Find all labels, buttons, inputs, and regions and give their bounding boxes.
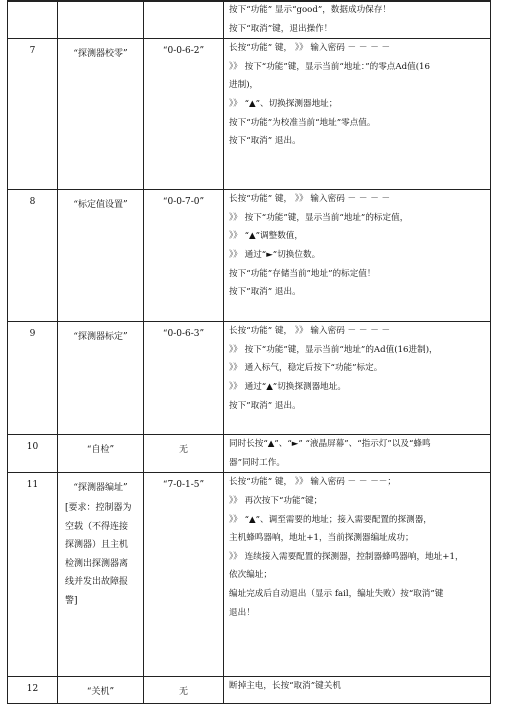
operation-steps (224, 435, 491, 473)
function-name: “探测器标定” (73, 332, 128, 343)
function-name-cell (58, 190, 144, 322)
step-line: 》》 按下“功能”键，显示当前“地址：”的零点Ad值(16 (229, 61, 430, 72)
step-line: 按下“功能”为校准当前“地址”零点值。 (229, 117, 376, 128)
step-line: 长按“功能” 键， 》》 输入密码 － － － － (229, 43, 391, 54)
password-code: 无 (144, 435, 224, 473)
step-line: 器”同时工作。 (229, 457, 285, 468)
requirement-note-line: 空载（不得连接 (65, 521, 129, 532)
table-row (8, 190, 491, 322)
function-name-cell (58, 435, 144, 473)
step-line: 按下”取消” 退出。 (229, 400, 301, 411)
function-name-cell (58, 677, 144, 704)
row-number: 9 (8, 322, 58, 435)
function-name: “探测器校零” (73, 49, 128, 60)
step-line: 退出！ (229, 607, 255, 618)
operation-steps (224, 677, 491, 704)
password-code: “0-0-6-3” (144, 322, 224, 435)
step-line: 》》 再次按下“功能”键； (229, 495, 323, 506)
function-name-cell (58, 473, 144, 677)
password-code: “0-0-7-0” (144, 190, 224, 322)
step-line: 》》 通入标气，稳定后按下“功能”标定。 (229, 363, 383, 374)
step-line: 》》 通过“▲”切换探测器地址。 (229, 381, 346, 392)
operation-steps (224, 473, 491, 677)
step-line: 》》 连续接入需要配置的探测器，控制器蜂鸣器响，地址+1， (229, 551, 464, 562)
password-code: “0-0-6-2” (144, 39, 224, 190)
step-line: 断掉主电，长按“取消”键关机 (229, 681, 341, 692)
step-line: 按下“功能” 显示“good”，数据成功保存！ (229, 5, 391, 15)
step-line: 编址完成后自动退出（显示 fail，编址失败）按“取消”键 (229, 588, 444, 599)
requirement-note (58, 499, 143, 611)
row-number: 11 (8, 473, 58, 677)
password-code: “7-0-1-5” (144, 473, 224, 677)
table-row (8, 677, 491, 704)
step-line: 》》 “▲”、调至需要的地址；接入需要配置的探测器， (229, 514, 432, 525)
row-number: 7 (8, 39, 58, 190)
function-name: “探测器编址” (73, 483, 128, 494)
function-name: “标定值设置” (73, 200, 128, 211)
operation-steps (224, 190, 491, 322)
table-row (8, 473, 491, 677)
step-line: 进制)， (229, 80, 259, 91)
requirement-note-line: 探测器）且主机 (65, 540, 129, 551)
step-line: 按下“取消”键，退出操作！ (229, 23, 333, 34)
operation-steps (224, 322, 491, 435)
password-code: 无 (144, 677, 224, 704)
operation-table-body (8, 1, 491, 704)
step-line: 按下“取消” 退出。 (229, 136, 301, 147)
step-line: 》》 “▲”、切换探测器地址； (229, 98, 338, 109)
function-name-cell (58, 1, 144, 39)
requirement-note-line: 检测出探测器离 (65, 558, 129, 569)
table-row (8, 39, 491, 190)
step-line: 》》 按下“功能”键，显示当前“地址”的标定值， (229, 212, 409, 223)
function-name: “关机” (86, 687, 115, 698)
row-number: 10 (8, 435, 58, 473)
row-number: 12 (8, 677, 58, 704)
step-line: 》》 通过“►”切换位数。 (229, 249, 321, 260)
requirement-note-line: 警] (65, 595, 78, 606)
table-row (8, 322, 491, 435)
operation-table (7, 0, 491, 704)
requirement-note-line: 线并发出故障报 (65, 577, 129, 588)
table-row (8, 1, 491, 39)
table-row (8, 435, 491, 473)
function-name-cell (58, 322, 144, 435)
step-line: 按下”取消” 退出。 (229, 287, 301, 298)
function-name: “自检” (86, 445, 115, 456)
step-line: 长按“功能” 键， 》》 输入密码 － － －－； (229, 477, 396, 488)
operation-steps (224, 1, 491, 39)
password-code (144, 1, 224, 39)
step-line: 依次编址； (229, 570, 272, 581)
row-number: 8 (8, 190, 58, 322)
function-name-cell (58, 39, 144, 190)
step-line: 长按“功能” 键， 》》 输入密码 － － － － (229, 194, 391, 205)
operation-steps (224, 39, 491, 190)
step-line: 主机蜂鸣器响，地址+1，当前探测器编址成功； (229, 533, 414, 544)
requirement-note-line: [要求：控制器为 (65, 502, 132, 513)
step-line: 》》 按下“功能”键，显示当前“地址”的Ad值(16进制)， (229, 344, 438, 355)
row-number (8, 1, 58, 39)
function-name (58, 8, 143, 27)
step-line: 长按“功能” 键， 》》 输入密码 － － － － (229, 326, 391, 337)
step-line: 》》 “▲”调整数值， (229, 231, 303, 242)
step-line: 按下“功能”存储当前”地址”的标定值！ (229, 268, 376, 279)
step-line: 同时长按“▲”、“►” “液晶屏幕”、“指示灯”以及“蜂鸣 (229, 439, 431, 450)
